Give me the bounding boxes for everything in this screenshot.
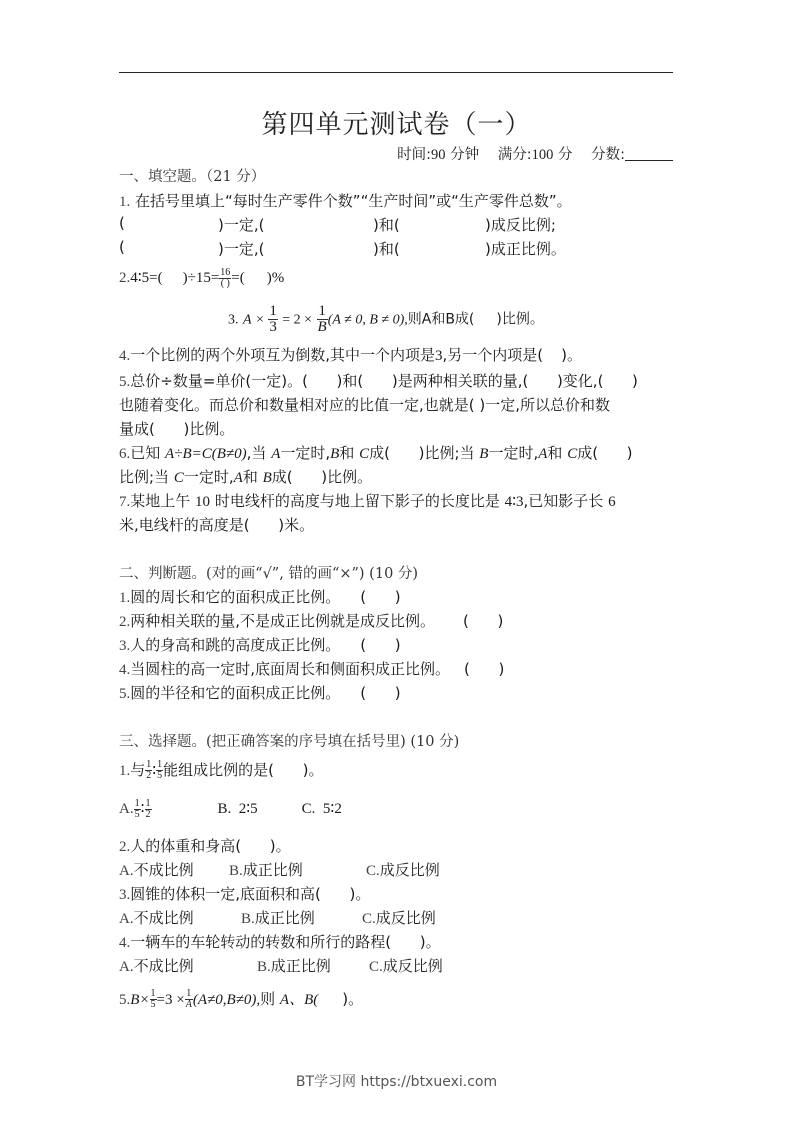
vars: A、B( [279, 992, 319, 1008]
s3-q1 [119, 759, 324, 781]
equals: = 2 × [282, 312, 313, 328]
var: C [567, 446, 578, 462]
s3-q2 [119, 835, 291, 856]
option-c[interactable]: C. 5∶2 [301, 801, 342, 817]
full-value: 100 [531, 147, 554, 163]
s1-q1 [119, 190, 572, 211]
answer-paren[interactable]: ( ) [360, 588, 401, 606]
fraction: $\frac{1}{A}$ [185, 988, 192, 1010]
times-sign: × [255, 312, 264, 328]
var: A [271, 446, 281, 462]
q-text: )。 [561, 346, 583, 364]
option-b[interactable]: B. 2∶5 [217, 801, 258, 817]
option-c[interactable]: C.成反比例 [366, 861, 440, 879]
blank-text[interactable]: )一定,( [218, 240, 265, 258]
q-text: 某地上午 [130, 492, 191, 510]
q-text: 成( ) [577, 444, 633, 462]
blank-text[interactable]: )和( [373, 216, 400, 234]
section3-heading: 三、选择题。(把正确答案的序号填在括号里) (10 分) [119, 734, 460, 750]
q-num: 5. [119, 992, 131, 1008]
q-num: 4. [119, 662, 131, 678]
s1-q5-line3: 量成( )比例。 [119, 420, 235, 438]
q-text: 一定时, [280, 444, 331, 462]
q-text: 和 [547, 444, 563, 462]
expr: A÷B=C(B≠0) [165, 446, 247, 462]
var: C [173, 470, 184, 486]
q3-fraction-1: $\frac{1}{3}$ [269, 303, 277, 335]
q-num: 4. [119, 348, 131, 364]
q-num: 3. [119, 638, 131, 654]
q-num: 7. [119, 494, 131, 510]
q-text: 时电线杆的高度与地上留下影子的长度比是 [214, 492, 500, 510]
top-rule [119, 72, 673, 73]
q2-part2: )÷15= [182, 270, 220, 286]
q-num: 3. [119, 887, 131, 903]
s2-item [119, 682, 401, 703]
option-a[interactable]: A.不成比例 [119, 909, 194, 927]
q-num: 1. [119, 194, 131, 210]
s3-q5 [119, 988, 363, 1010]
q-text: 圆的周长和它的面积成正比例。 [130, 588, 341, 606]
s1-q5-line1 [119, 370, 638, 391]
answer-paren[interactable]: ( ) [464, 660, 505, 678]
q-text: 一定时, [183, 468, 234, 486]
q2-part3: =( [231, 270, 245, 286]
q-text: 能组成比例的是( )。 [163, 761, 324, 779]
q-num: 1. [119, 763, 131, 779]
s1-q2 [119, 268, 284, 289]
q-num: 5. [119, 374, 131, 390]
var-a: A [242, 312, 252, 328]
q-num: 4. [119, 935, 131, 951]
time-value: 90 [431, 147, 446, 163]
s1-q6-line2 [119, 466, 372, 487]
option-c[interactable]: C.成反比例 [362, 909, 436, 927]
fraction: $\frac{1}{5}$ [157, 759, 163, 781]
q-text: ,已知影子长 [523, 492, 604, 510]
s1-q4 [119, 344, 582, 365]
colon: ∶ [152, 763, 157, 779]
expr: B× [130, 992, 150, 1008]
s1-q3 [228, 304, 544, 335]
option-a[interactable]: A.不成比例 [119, 957, 194, 975]
q2-part4: )% [266, 270, 285, 286]
s3-q3 [119, 883, 370, 904]
q-num: 2. [119, 614, 131, 630]
var: A [538, 446, 548, 462]
q-text: 一个比例的两个外项互为倒数,其中一个内项是 [130, 346, 436, 364]
q-text: 圆的半径和它的面积成正比例。 [130, 684, 341, 702]
var: A [233, 470, 243, 486]
time-unit: 分钟 [450, 147, 480, 163]
full-unit: 分 [558, 147, 573, 163]
q-text: 和 [242, 468, 258, 486]
blank-text[interactable]: )成正比例。 [485, 240, 566, 258]
fraction: $\frac{1}{5}$ [150, 988, 156, 1010]
q-num: 2. [119, 839, 131, 855]
s2-item [119, 658, 504, 679]
q3-tail2: )比例。 [496, 311, 544, 328]
q-num: 1. [119, 590, 131, 606]
q-text: 一定时, [488, 444, 539, 462]
s1-q5-line2: 也随着变化。而总价和数量相对应的比值一定,也就是( )一定,所以总价和数 [119, 396, 611, 414]
answer-paren[interactable]: ( ) [360, 684, 401, 702]
q-text: 当圆柱的高一定时,底面周长和侧面积成正比例。 [130, 660, 451, 678]
s3-q4 [119, 931, 441, 952]
q-value: 6 [608, 494, 616, 510]
option-c[interactable]: C.成反比例 [369, 957, 443, 975]
option-b[interactable]: B.成正比例 [229, 861, 303, 879]
option-a[interactable]: A.不成比例 [119, 861, 194, 879]
blank-text[interactable]: )和( [373, 240, 400, 258]
q-text: 圆锥的体积一定,底面积和高( )。 [130, 885, 371, 903]
q3-tail: 则A和B成( [407, 311, 475, 328]
q-num: 5. [119, 686, 131, 702]
s1-q7-line2: 米,电线杆的高度是( )米。 [119, 516, 315, 534]
q-text: 在括号里填上“每时生产零件个数”“生产时间”或“生产零件总数”。 [135, 192, 572, 210]
time-label: 时间: [397, 147, 432, 163]
option-b[interactable]: B.成正比例 [257, 957, 331, 975]
s2-item [119, 634, 401, 655]
q-num: 2. [119, 270, 131, 286]
page-title: 第四单元测试卷（一） [261, 110, 532, 140]
blank-open[interactable]: ( [119, 238, 125, 256]
q-value: 4∶3 [504, 494, 524, 510]
section2-heading: 二、判断题。(对的画“√”, 错的画“×”) (10 分) [119, 566, 419, 582]
q-text: 比例;当 [119, 468, 170, 486]
var: B [330, 446, 340, 462]
blank-open[interactable]: ( [119, 214, 125, 232]
condition: (A≠0,B≠0), [192, 992, 261, 1008]
answer-paren[interactable]: ( ) [360, 636, 401, 654]
q-text: 一辆车的车轮转动的转数和所行的路程( )。 [130, 933, 441, 951]
q-text: 和 [339, 444, 355, 462]
s1-q7-line1 [119, 490, 616, 511]
blank-text[interactable]: )成反比例; [485, 216, 556, 234]
q-text: 与 [130, 761, 146, 779]
option-a[interactable]: A. $\frac{1}{5}$ ∶ $\frac{1}{2}$ [119, 798, 151, 821]
footer-watermark: BT学习网 https://btxuexi.com [295, 1074, 498, 1090]
q2-fraction: $\frac{16}{( )}$ [220, 267, 231, 290]
q-text: 成( )比例。 [271, 468, 373, 486]
var: B [262, 470, 272, 486]
q-text: ,另一个内项是( [442, 346, 544, 364]
answer-paren[interactable]: ( ) [463, 612, 504, 630]
section1-heading: 一、填空题。（21 分） [119, 169, 266, 185]
full-label: 满分: [497, 147, 532, 163]
q-text: 已知 [130, 444, 161, 462]
q-text: 成( )比例;当 [369, 444, 475, 462]
exam-meta [397, 143, 673, 164]
q-num: 3. [228, 312, 239, 328]
fraction: $\frac{1}{2}$ [146, 759, 152, 781]
q-text: 则 [260, 990, 276, 1008]
s1-q6-line1 [119, 442, 633, 463]
q-text: ,当 [246, 444, 267, 462]
blank-text[interactable]: )一定,( [218, 216, 265, 234]
score-blank[interactable] [625, 146, 673, 161]
q-text: 两种相关联的量,不是成正比例就是成反比例。 [130, 612, 436, 630]
expr: =3 × [156, 992, 185, 1008]
q2-part1: 4∶5=( [130, 270, 163, 286]
q-value: 10 [195, 494, 211, 510]
q-text: 人的身高和跳的高度成正比例。 [130, 636, 341, 654]
s2-item [119, 586, 401, 607]
s2-item [119, 610, 503, 631]
var: C [359, 446, 370, 462]
q-value: 3 [435, 348, 443, 364]
condition: (A ≠ 0, B ≠ 0), [327, 312, 408, 328]
q-text: )。 [342, 990, 364, 1008]
q-text: 总价÷数量=单价(一定)。( )和( )是两种相关联的量,( )变化,( ) [130, 372, 638, 390]
var: B [479, 446, 489, 462]
fraction: $\frac{1}{5}$ [134, 798, 140, 821]
q3-fraction-2: $\frac{1}{B}$ [317, 303, 327, 335]
option-b[interactable]: B.成正比例 [241, 909, 315, 927]
q-num: 6. [119, 446, 131, 462]
score-label: 分数: [591, 147, 625, 163]
q-text: 人的体重和身高( )。 [130, 837, 291, 855]
fraction: $\frac{1}{2}$ [145, 798, 151, 821]
s3-q1-options [119, 799, 342, 820]
